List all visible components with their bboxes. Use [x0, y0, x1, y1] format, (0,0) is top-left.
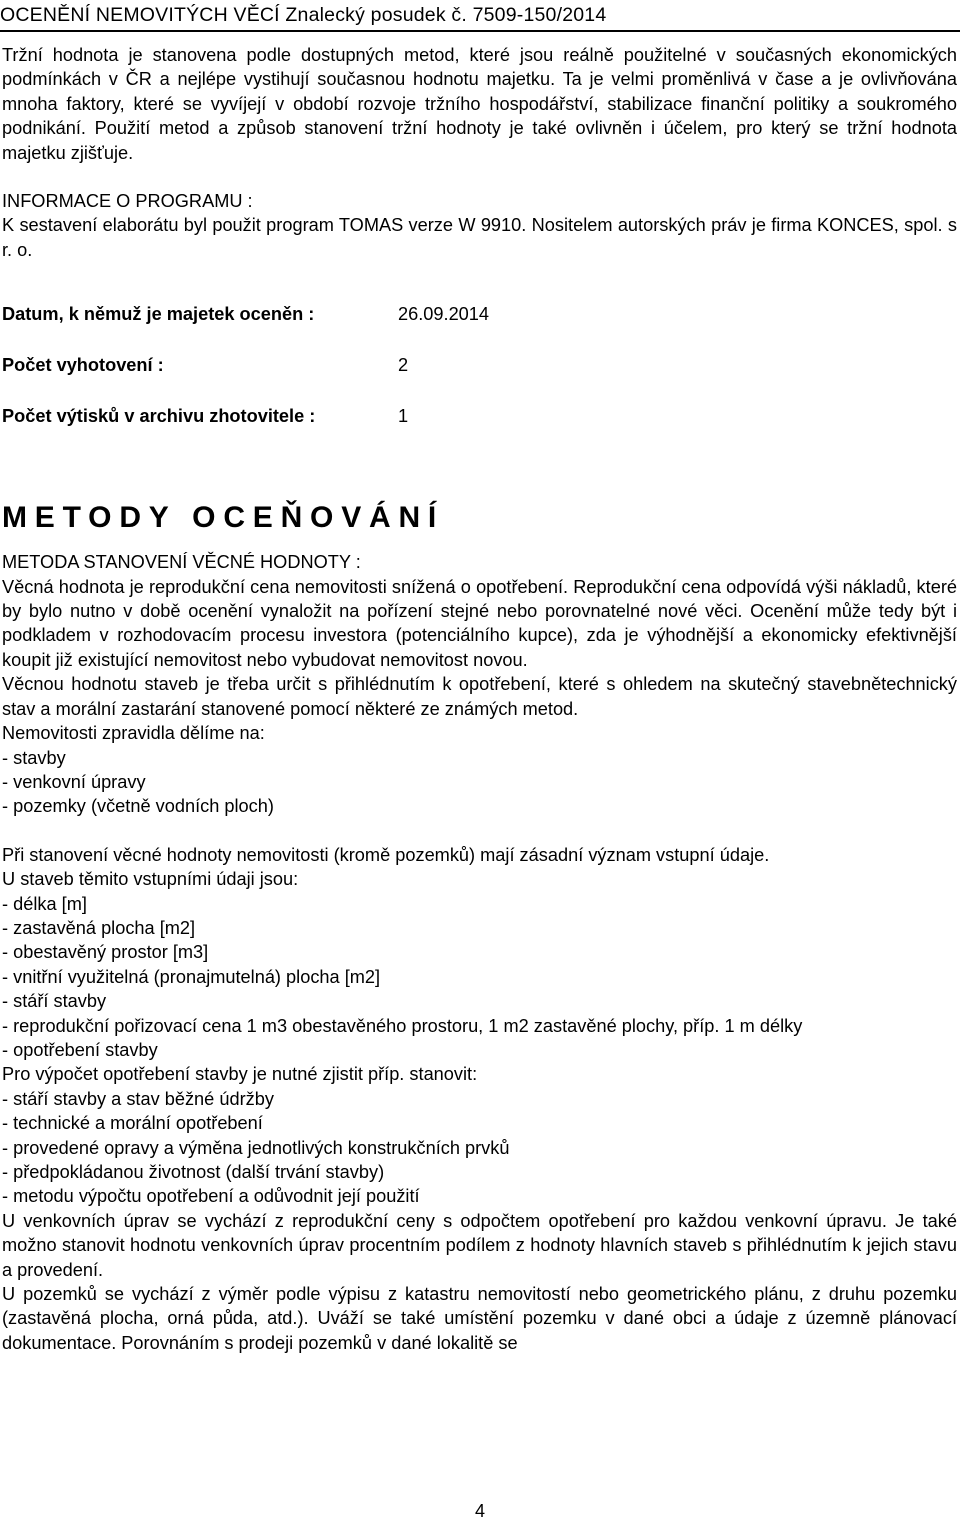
methods-paragraph-1: Věcná hodnota je reprodukční cena nemovitosti snížená o opotřebení. Reprodukční cena odpovídá výši nákladů, které by bylo nutno v době ocenění vynaložit na pořízení stejné nebo porovnatelné nové věci. Ocenění může tedy být i podkladem v rozhodovacím procesu investora (potenciálního kupce), zda je výhodnější a ekonomicky efektivnější koupit již existující nemovitost nebo vybudovat nemovitost novou.: [2, 576, 957, 670]
page-number: 4: [474, 1501, 485, 1521]
archive-copies-label: Počet výtisků v archivu zhotovitele :: [2, 406, 316, 427]
property-types-list: [2, 746, 957, 819]
copies-label: Počet vyhotovení :: [2, 355, 164, 376]
list-item: - opotřebení stavby: [2, 1039, 158, 1060]
list-item: - provedené opravy a výměna jednotlivých konstrukčních prvků: [2, 1137, 510, 1158]
valuation-date-row: [2, 302, 957, 326]
valuation-date-value: 26.09.2014: [398, 304, 490, 325]
wear-inputs-list: [2, 1087, 957, 1209]
list-item: - vnitřní využitelná (pronajmutelná) plocha [m2]: [2, 966, 381, 987]
document-body: [2, 43, 957, 1355]
list-item: - obestavěný prostor [m3]: [2, 942, 209, 963]
list-item: - technické a morální opotřebení: [2, 1113, 263, 1134]
methods-paragraph-7: U venkovních úprav se vychází z reprodukční ceny s odpočtem opotřebení pro každou venkovní úpravu. Je také možno stanovit hodnotu venkovních úprav procentním podílem z hodnoty hlavních staveb s přihlédnutím k jejich stavu a provedení.: [2, 1210, 957, 1280]
intro-paragraph: Tržní hodnota je stanovena podle dostupných metod, které jsou reálně použitelné v současných ekonomických podmínkách v ČR a nejlépe vystihují současnou hodnotu majetku. Ta je velmi proměnlivá v čase a je ovlivňována mnoha faktory, které se vyvíjejí v období rozvoje tržního hospodářství, stabilizace finanční politiky a soukromého podnikání. Použití metod a způsob stanovení tržní hodnoty je také ovlivněn i účelem, pro který se tržní hodnota majetku zjišťuje.: [2, 45, 957, 163]
archive-copies-value: 1: [398, 406, 409, 427]
list-item: - zastavěná plocha [m2]: [2, 917, 196, 938]
methods-paragraph-8: U pozemků se vychází z výměr podle výpisu z katastru nemovitostí nebo geometrického plánu, z druhu pozemku (zastavěná plocha, orná půda, atd.). Uváží se také umístění pozemku v dané obci a údaje z územně plánovací dokumentace. Porovnáním s prodeji pozemků v dané lokalitě se: [2, 1284, 957, 1353]
list-item: - reprodukční pořizovací cena 1 m3 obestavěného prostoru, 1 m2 zastavěné plochy, příp. 1 m délky: [2, 1015, 803, 1036]
methods-title: METODY OCEŇOVÁNÍ: [2, 501, 445, 535]
valuation-date-label: Datum, k němuž je majetek oceněn :: [2, 304, 315, 325]
methods-paragraph-5: U staveb těmito vstupními údaji jsou:: [2, 869, 299, 890]
list-item: - stáří stavby: [2, 991, 107, 1012]
methods-paragraph-6: Pro výpočet opotřebení stavby je nutné zjistit příp. stanovit:: [2, 1064, 478, 1085]
document-title: OCENĚNÍ NEMOVITÝCH VĚCÍ Znalecký posudek č. 7509-150/2014: [0, 4, 607, 26]
methods-paragraph-2: Věcnou hodnotu staveb je třeba určit s přihlédnutím k opotřebení, které s ohledem na skutečný stavebnětechnický stav a morální zastarání stanovené pomocí některé ze známých metod.: [2, 674, 957, 719]
building-inputs-list: [2, 892, 957, 1063]
copies-value: 2: [398, 355, 409, 376]
copies-row: [2, 353, 957, 377]
methods-paragraph-3: Nemovitosti zpravidla dělíme na:: [2, 723, 265, 744]
methods-paragraph-4: Při stanovení věcné hodnoty nemovitosti (kromě pozemků) mají zásadní význam vstupní údaje.: [2, 844, 770, 865]
list-item: - délka [m]: [2, 893, 87, 914]
list-item: - stáří stavby a stav běžné údržby: [2, 1088, 274, 1109]
page-header: [0, 2, 960, 32]
list-item: - metodu výpočtu opotřebení a odůvodnit její použití: [2, 1186, 420, 1207]
list-item: - venkovní úpravy: [2, 771, 146, 792]
program-info-heading: INFORMACE O PROGRAMU :: [2, 191, 253, 212]
archive-copies-row: [2, 404, 957, 428]
list-item: - stavby: [2, 747, 66, 768]
program-info-text: K sestavení elaborátu byl použit program TOMAS verze W 9910. Nositelem autorských práv je firma KONCES, spol. s r. o.: [2, 215, 957, 260]
list-item: - předpokládanou životnost (další trvání stavby): [2, 1162, 385, 1182]
methods-subheading: METODA STANOVENÍ VĚCNÉ HODNOTY :: [2, 552, 361, 573]
list-item: - pozemky (včetně vodních ploch): [2, 796, 274, 817]
